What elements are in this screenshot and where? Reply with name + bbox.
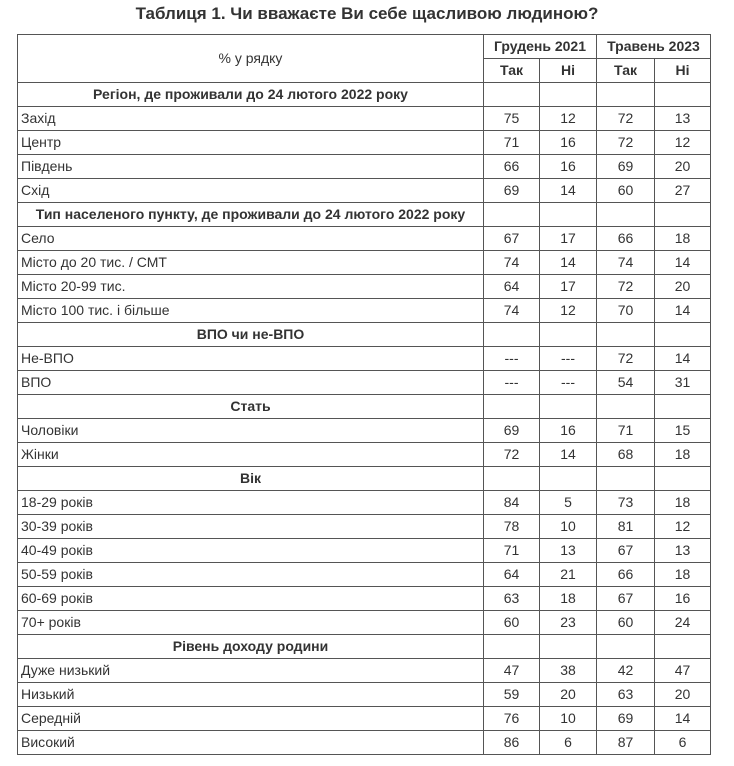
empty-cell [655, 203, 711, 227]
table-row [18, 155, 711, 179]
value-cell: 59 [484, 683, 540, 707]
happiness-table [17, 34, 711, 755]
table-row [18, 251, 711, 275]
row-label: Південь [18, 155, 484, 179]
table-row [18, 683, 711, 707]
empty-cell [597, 203, 655, 227]
empty-cell [484, 83, 540, 107]
empty-cell [597, 467, 655, 491]
section-header-row [18, 203, 711, 227]
section-header-row [18, 467, 711, 491]
table-row [18, 731, 711, 755]
answer-header-no: Ні [540, 59, 597, 83]
value-cell: 12 [540, 299, 597, 323]
empty-cell [655, 323, 711, 347]
table-row [18, 275, 711, 299]
section-title: ВПО чи не-ВПО [18, 323, 484, 347]
value-cell: 14 [540, 443, 597, 467]
row-label: Місто 100 тис. і більше [18, 299, 484, 323]
section-title: Регіон, де проживали до 24 лютого 2022 року [18, 83, 484, 107]
empty-cell [484, 323, 540, 347]
row-label: 50-59 років [18, 563, 484, 587]
value-cell: 71 [484, 539, 540, 563]
table-row [18, 587, 711, 611]
section-header-row [18, 323, 711, 347]
empty-cell [540, 203, 597, 227]
row-label: Не-ВПО [18, 347, 484, 371]
empty-cell [655, 467, 711, 491]
value-cell: 60 [484, 611, 540, 635]
value-cell: --- [540, 347, 597, 371]
row-label: 40-49 років [18, 539, 484, 563]
value-cell: 15 [655, 419, 711, 443]
value-cell: 21 [540, 563, 597, 587]
value-cell: 10 [540, 515, 597, 539]
table-row [18, 131, 711, 155]
value-cell: 66 [484, 155, 540, 179]
row-label: Середній [18, 707, 484, 731]
table-row [18, 179, 711, 203]
value-cell: 13 [540, 539, 597, 563]
answer-header-yes: Так [597, 59, 655, 83]
value-cell: 74 [597, 251, 655, 275]
table-title: Таблиця 1. Чи вважаєте Ви себе щасливою людиною? [135, 4, 599, 23]
value-cell: 13 [655, 107, 711, 131]
row-label: Дуже низький [18, 659, 484, 683]
value-cell: 20 [655, 683, 711, 707]
table-row [18, 563, 711, 587]
value-cell: 73 [597, 491, 655, 515]
value-cell: 72 [597, 275, 655, 299]
value-cell: 18 [540, 587, 597, 611]
value-cell: 16 [540, 419, 597, 443]
row-label: Захід [18, 107, 484, 131]
row-label: Місто 20-99 тис. [18, 275, 484, 299]
value-cell: 69 [484, 179, 540, 203]
answer-header-no: Ні [655, 59, 711, 83]
section-title: Вік [18, 467, 484, 491]
value-cell: --- [484, 371, 540, 395]
value-cell: 68 [597, 443, 655, 467]
table-row [18, 539, 711, 563]
value-cell: 12 [655, 131, 711, 155]
row-label: Центр [18, 131, 484, 155]
value-cell: 18 [655, 491, 711, 515]
value-cell: 38 [540, 659, 597, 683]
empty-cell [484, 467, 540, 491]
row-label-header: % у рядку [18, 35, 484, 83]
header-row-periods [18, 35, 711, 59]
row-label: 18-29 років [18, 491, 484, 515]
value-cell: 20 [540, 683, 597, 707]
value-cell: --- [484, 347, 540, 371]
value-cell: 31 [655, 371, 711, 395]
value-cell: 74 [484, 251, 540, 275]
value-cell: 18 [655, 563, 711, 587]
value-cell: 14 [655, 299, 711, 323]
value-cell: 70 [597, 299, 655, 323]
value-cell: 20 [655, 155, 711, 179]
value-cell: 16 [540, 155, 597, 179]
value-cell: 67 [597, 587, 655, 611]
value-cell: 17 [540, 275, 597, 299]
empty-cell [597, 83, 655, 107]
value-cell: 66 [597, 227, 655, 251]
value-cell: 72 [484, 443, 540, 467]
value-cell: 78 [484, 515, 540, 539]
period-header-dec-2021: Грудень 2021 [484, 35, 597, 59]
answer-header-yes: Так [484, 59, 540, 83]
value-cell: 75 [484, 107, 540, 131]
value-cell: 72 [597, 131, 655, 155]
value-cell: 74 [484, 299, 540, 323]
row-label: Схід [18, 179, 484, 203]
table-row [18, 443, 711, 467]
value-cell: 69 [597, 707, 655, 731]
empty-cell [655, 395, 711, 419]
table-row [18, 491, 711, 515]
empty-cell [655, 635, 711, 659]
row-label: Місто до 20 тис. / СМТ [18, 251, 484, 275]
section-title: Стать [18, 395, 484, 419]
value-cell: 6 [540, 731, 597, 755]
value-cell: 67 [484, 227, 540, 251]
value-cell: 71 [484, 131, 540, 155]
section-title: Тип населеного пункту, де проживали до 24 лютого 2022 року [18, 203, 484, 227]
value-cell: 12 [655, 515, 711, 539]
value-cell: 72 [597, 107, 655, 131]
row-label: 30-39 років [18, 515, 484, 539]
empty-cell [484, 203, 540, 227]
empty-cell [597, 323, 655, 347]
section-header-row [18, 395, 711, 419]
value-cell: 63 [597, 683, 655, 707]
value-cell: 24 [655, 611, 711, 635]
empty-cell [597, 635, 655, 659]
table-row [18, 107, 711, 131]
value-cell: 64 [484, 563, 540, 587]
table-body [18, 35, 711, 755]
value-cell: 18 [655, 227, 711, 251]
value-cell: 71 [597, 419, 655, 443]
value-cell: 81 [597, 515, 655, 539]
value-cell: 17 [540, 227, 597, 251]
value-cell: 66 [597, 563, 655, 587]
empty-cell [540, 83, 597, 107]
empty-cell [484, 395, 540, 419]
empty-cell [540, 467, 597, 491]
value-cell: 63 [484, 587, 540, 611]
section-header-row [18, 83, 711, 107]
table-row [18, 707, 711, 731]
value-cell: 64 [484, 275, 540, 299]
value-cell: 13 [655, 539, 711, 563]
table-row [18, 515, 711, 539]
row-label: Село [18, 227, 484, 251]
empty-cell [540, 395, 597, 419]
period-header-may-2023: Травень 2023 [597, 35, 711, 59]
value-cell: 10 [540, 707, 597, 731]
value-cell: 16 [540, 131, 597, 155]
value-cell: 69 [597, 155, 655, 179]
value-cell: 47 [484, 659, 540, 683]
table-row [18, 347, 711, 371]
value-cell: --- [540, 371, 597, 395]
value-cell: 76 [484, 707, 540, 731]
value-cell: 42 [597, 659, 655, 683]
section-title: Рівень доходу родини [18, 635, 484, 659]
value-cell: 18 [655, 443, 711, 467]
row-label: 60-69 років [18, 587, 484, 611]
empty-cell [484, 635, 540, 659]
value-cell: 14 [655, 347, 711, 371]
value-cell: 6 [655, 731, 711, 755]
table-row [18, 371, 711, 395]
value-cell: 47 [655, 659, 711, 683]
row-label: Високий [18, 731, 484, 755]
row-label: ВПО [18, 371, 484, 395]
value-cell: 14 [540, 179, 597, 203]
row-label: 70+ років [18, 611, 484, 635]
value-cell: 87 [597, 731, 655, 755]
empty-cell [540, 323, 597, 347]
value-cell: 27 [655, 179, 711, 203]
value-cell: 72 [597, 347, 655, 371]
row-label: Чоловіки [18, 419, 484, 443]
value-cell: 54 [597, 371, 655, 395]
value-cell: 14 [540, 251, 597, 275]
empty-cell [597, 395, 655, 419]
section-header-row [18, 635, 711, 659]
value-cell: 69 [484, 419, 540, 443]
row-label: Жінки [18, 443, 484, 467]
value-cell: 84 [484, 491, 540, 515]
value-cell: 20 [655, 275, 711, 299]
table-row [18, 299, 711, 323]
value-cell: 12 [540, 107, 597, 131]
value-cell: 67 [597, 539, 655, 563]
row-label: Низький [18, 683, 484, 707]
value-cell: 14 [655, 251, 711, 275]
table-row [18, 659, 711, 683]
table-row [18, 611, 711, 635]
table-row [18, 227, 711, 251]
value-cell: 86 [484, 731, 540, 755]
value-cell: 60 [597, 179, 655, 203]
value-cell: 5 [540, 491, 597, 515]
value-cell: 23 [540, 611, 597, 635]
table-row [18, 419, 711, 443]
empty-cell [540, 635, 597, 659]
value-cell: 60 [597, 611, 655, 635]
value-cell: 14 [655, 707, 711, 731]
empty-cell [655, 83, 711, 107]
value-cell: 16 [655, 587, 711, 611]
